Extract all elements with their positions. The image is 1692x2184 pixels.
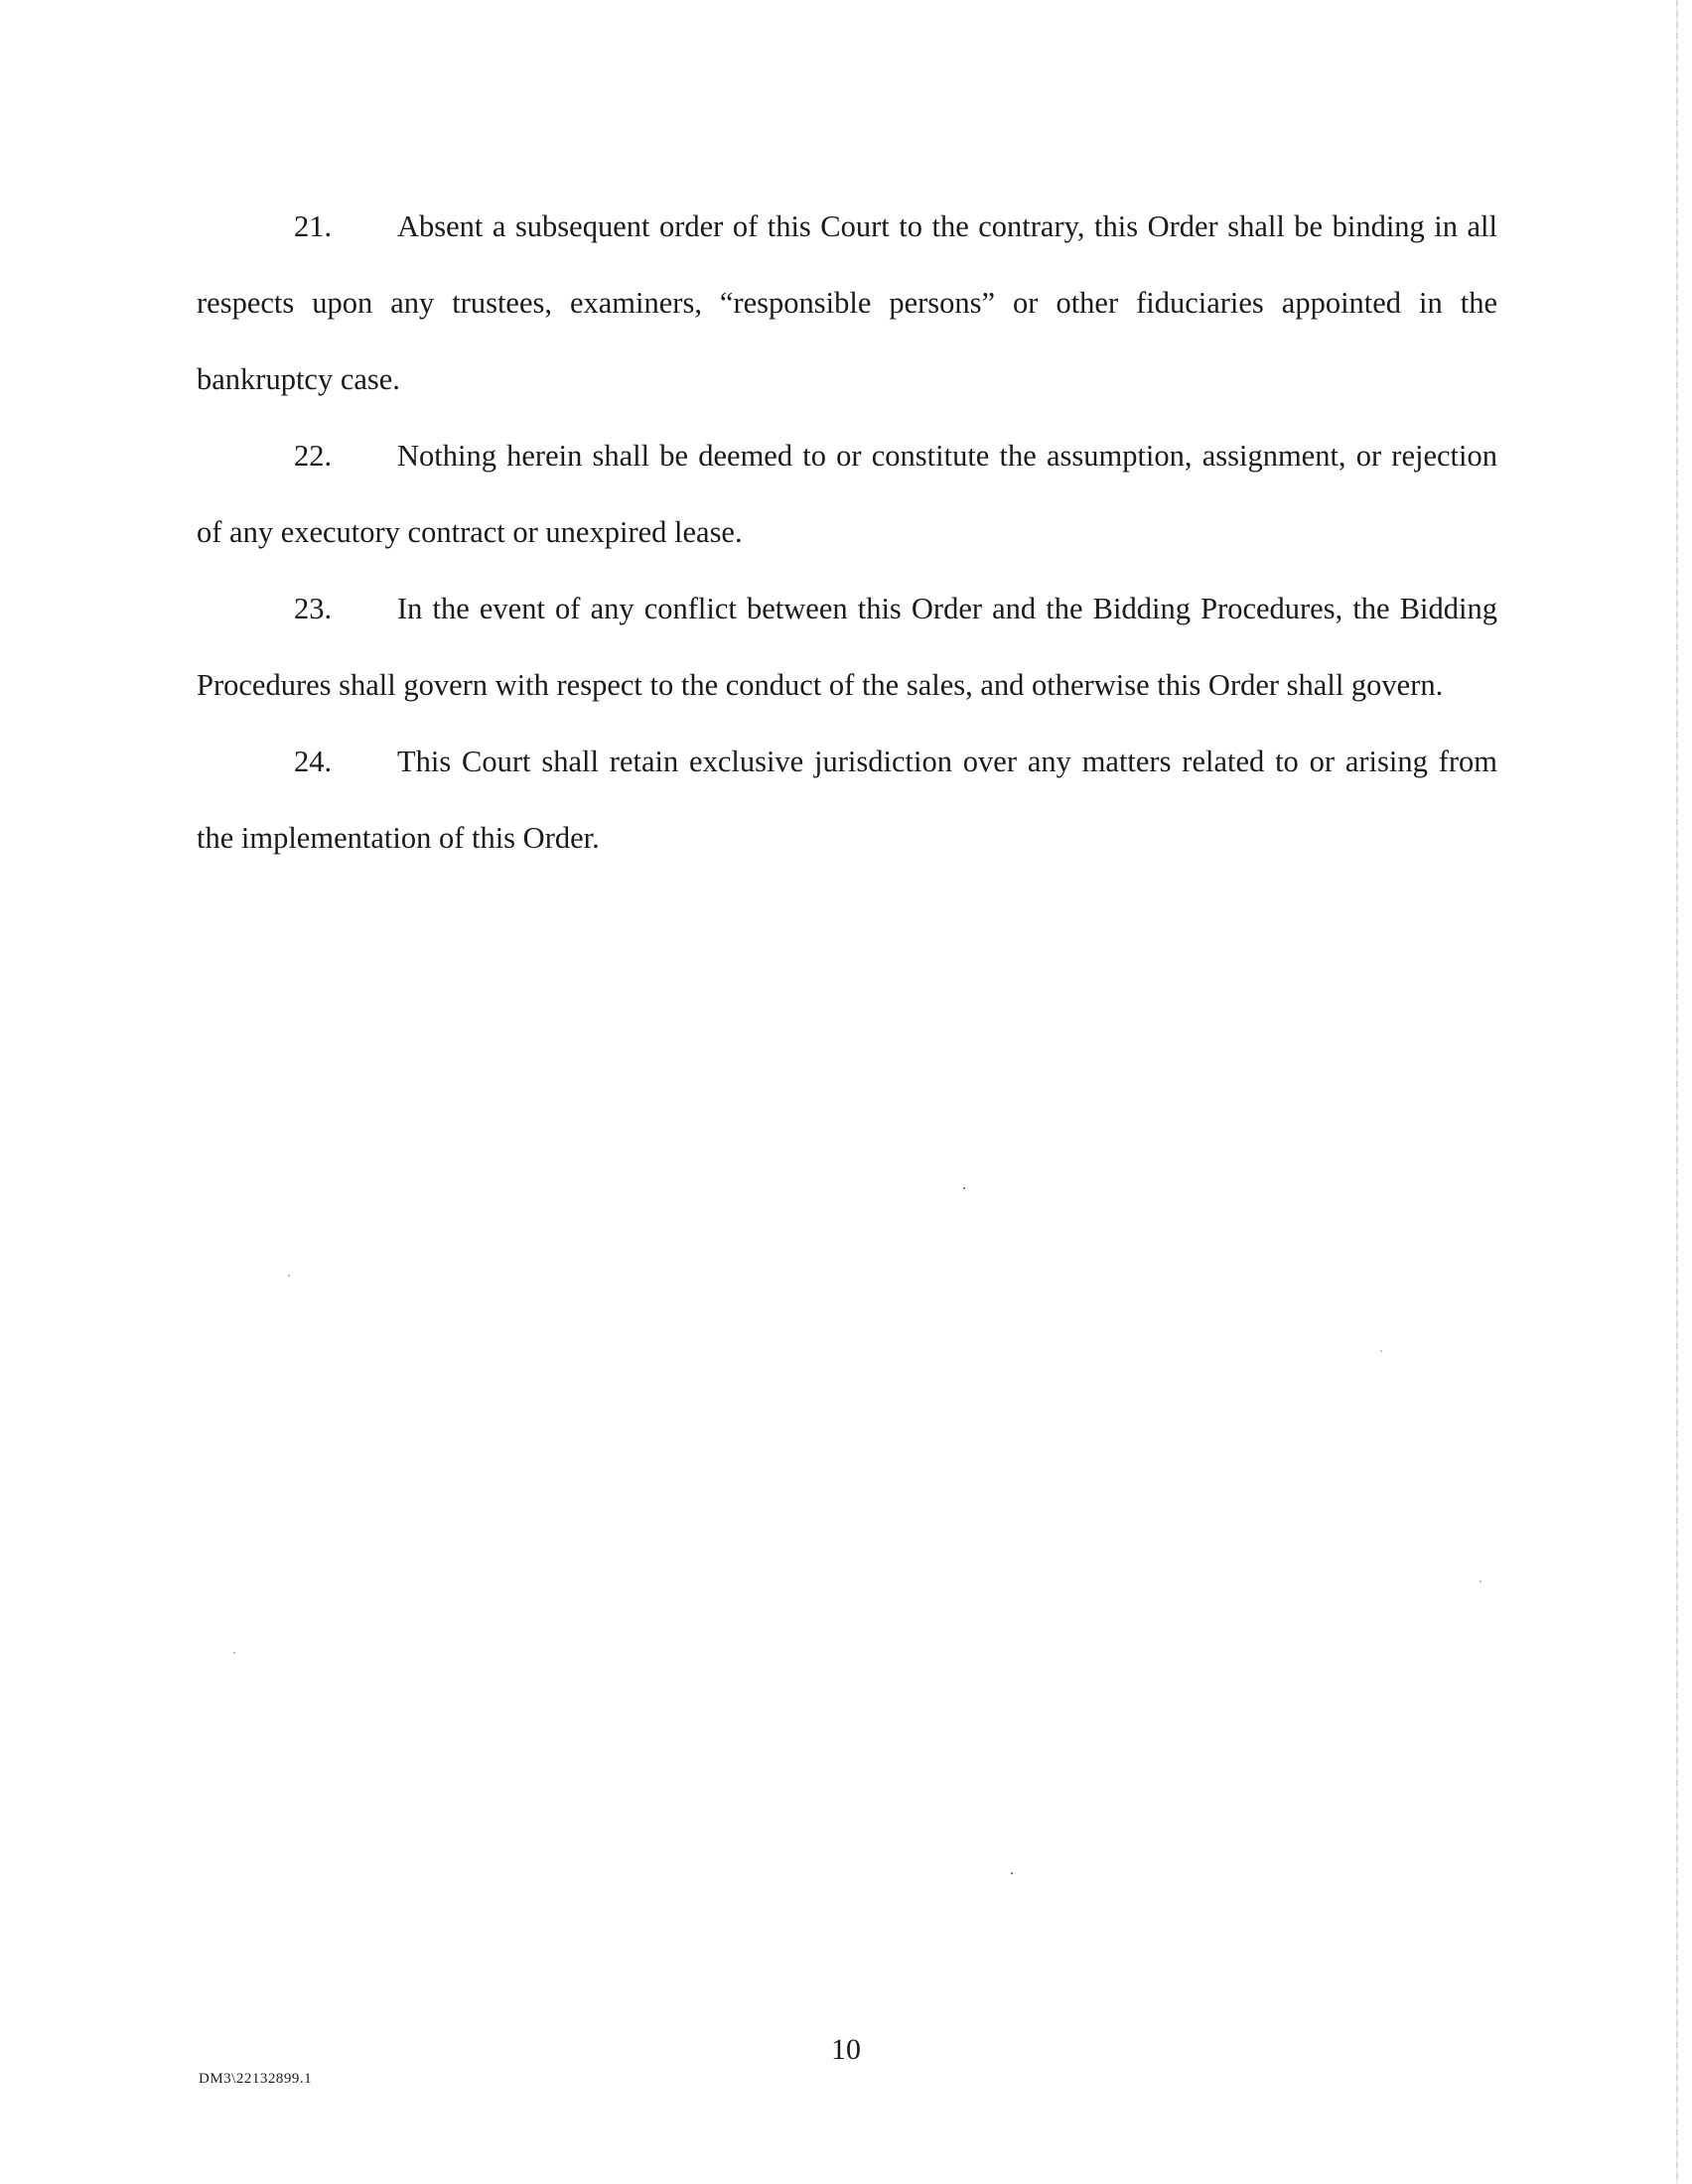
order-body bbox=[197, 189, 1497, 877]
paragraph-22 bbox=[197, 418, 1497, 571]
scan-speck bbox=[1480, 1580, 1481, 1582]
paragraph-text: Absent a subsequent order of this Court to the contrary, this Order shall be binding in all respects upon any trustees, examiners, “responsible persons” or other fiduciaries appointed in the bankruptcy case. bbox=[197, 209, 1497, 396]
scan-speck bbox=[963, 1187, 965, 1189]
paragraph-text: Nothing herein shall be deemed to or constitute the assumption, assignment, or rejection of any executory contract or unexpired lease. bbox=[197, 439, 1497, 549]
scan-speck bbox=[233, 1652, 235, 1654]
paragraph-number: 22. bbox=[294, 439, 333, 473]
paragraph-23 bbox=[197, 571, 1497, 724]
paragraph-number: 24. bbox=[294, 745, 333, 778]
paragraph-24 bbox=[197, 724, 1497, 877]
document-id: DM3\22132899.1 bbox=[199, 2071, 313, 2087]
scan-edge-artifact bbox=[1676, 0, 1678, 2184]
page-number: 10 bbox=[831, 2033, 861, 2066]
scan-speck bbox=[1380, 1350, 1382, 1352]
paragraph-text: This Court shall retain exclusive jurisdiction over any matters related to or arising from the implementation of this Order. bbox=[197, 745, 1497, 855]
paragraph-number: 21. bbox=[294, 209, 333, 243]
scan-speck bbox=[1011, 1872, 1013, 1874]
paragraph-21 bbox=[197, 189, 1497, 418]
scan-speck bbox=[288, 1275, 290, 1277]
paragraph-text: In the event of any conflict between this Order and the Bidding Procedures, the Bidding Procedures shall govern with respect to the conduct of the sales, and otherwise this Order shall govern. bbox=[197, 592, 1497, 702]
paragraph-number: 23. bbox=[294, 592, 333, 625]
